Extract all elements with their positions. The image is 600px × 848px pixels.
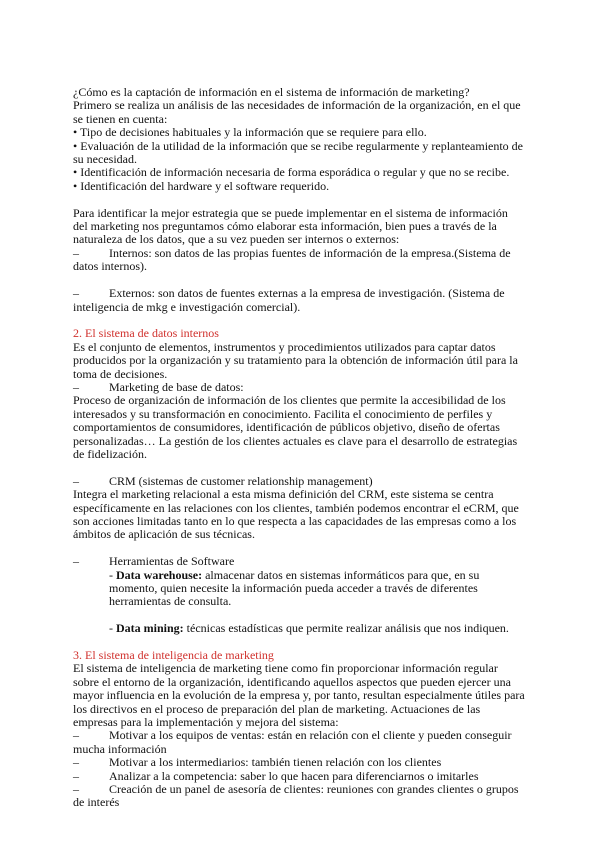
marketing-label: Marketing de base de datos: — [109, 379, 244, 394]
internos-text: Internos: son datos de las propias fuentes de información de la empresa.(Sistema de datos internos). — [73, 245, 511, 274]
action-item: Analizar a la competencia: saber lo que hacen para diferenciarnos o imitarles — [109, 768, 479, 783]
dash-marker: – — [73, 554, 79, 569]
data-warehouse-desc: almacenar datos en sistemas informáticos para que, en su momento, quien necesite la información pueda acceder a través de diferentes herramientas de consulta. — [109, 567, 480, 609]
action-item: Creación de un panel de asesoría de clientes: reuniones con grandes clientes o grupos de interés — [73, 782, 519, 810]
tools-label: Herramientas de Software — [109, 554, 235, 569]
data-mining-desc: técnicas estadísticas que permite realizar análisis que nos indiquen. — [183, 621, 509, 636]
dash-marker: – — [73, 473, 79, 488]
intro-question: ¿Cómo es la captación de información en el sistema de información de marketing? — [73, 85, 470, 99]
dash-marker: – — [73, 768, 79, 783]
section3-body: El sistema de inteligencia de marketing tiene como fin proporcionar información regular sobre el entorno de la organización, identificando aquellos aspectos que pueden ejercer una mayor influencia en la evolución de la empresa y, por tanto, resultan especialmente útiles para los directivos en el proceso de preparación del plan de marketing. Actuaciones de las empresas para la implementación y mejora del sistema: — [73, 661, 525, 730]
bullet-item: • Evaluación de la utilidad de la información que se recibe regularmente y replanteamiento de su necesidad. — [73, 138, 524, 167]
bullet-item: • Tipo de decisiones habituales y la información que se requiere para ello. — [73, 125, 427, 140]
dash-marker: – — [73, 245, 79, 260]
bullet-item: • Identificación del hardware y el software requerido. — [73, 178, 330, 193]
data-warehouse-term: Data warehouse: — [116, 567, 203, 582]
list-item-marketing — [73, 381, 525, 394]
strategy-paragraph: Para identificar la mejor estrategia que se puede implementar en el sistema de información del marketing nos preguntamos cómo elaborar esta información, bien pues a través de la naturaleza de los datos, que a su vez pueden ser internos o externos: — [73, 205, 508, 247]
dash-marker: – — [73, 782, 79, 797]
section-heading: 2. El sistema de datos internos — [73, 326, 219, 341]
dash-marker: – — [73, 379, 79, 394]
dash-marker: – — [73, 755, 79, 770]
document-body — [73, 86, 525, 810]
dash-marker: – — [73, 728, 79, 743]
intro-lead: Primero se realiza un análisis de las necesidades de información de la organización, en el que se tienen en cuenta: — [73, 98, 521, 126]
list-item-crm — [73, 475, 525, 488]
crm-label: CRM (sistemas de customer relationship management) — [109, 473, 373, 488]
data-mining-item: - Data mining: técnicas estadísticas que permite realizar análisis que nos indiquen. — [109, 621, 509, 636]
list-item — [73, 756, 525, 769]
section-heading: 3. El sistema de inteligencia de marketing — [73, 647, 274, 662]
marketing-body: Proceso de organización de información de los clientes que permite la accesibilidad de los interesados y su transformación en conocimiento. Facilita el conocimiento de perfiles y comportamientos de consumidores, identificación de públicos objetivo, diseño de ofertas personalizadas… La gestión de los clientes actuales es clave para el desarrollo de estrategias de fidelización. — [73, 393, 518, 461]
data-mining-term: Data mining: — [116, 621, 184, 636]
bullet-item: • Identificación de información necesaria de forma esporádica o regular y que no se recibe. — [73, 165, 510, 180]
list-item-tools — [73, 555, 525, 568]
externos-text: Externos: son datos de fuentes externas a la empresa de investigación. (Sistema de inteligencia de mkg e investigación comercial). — [73, 286, 505, 314]
section2-body: Es el conjunto de elementos, instrumentos y procedimientos utilizados para captar datos producidos por la organización y su tratamiento para la obtención de información útil para la toma de decisiones. — [73, 339, 518, 381]
data-warehouse-item: - Data warehouse: almacenar datos en sistemas informáticos para que, en su momento, quien necesite la información pueda acceder a través de diferentes herramientas de consulta. — [109, 567, 480, 609]
tools-sublist — [73, 569, 525, 636]
action-item: Motivar a los equipos de ventas: están en relación con el cliente y pueden conseguir mucha información — [73, 728, 512, 756]
actions-list — [73, 729, 525, 809]
dash-marker: – — [73, 286, 79, 301]
list-item — [73, 770, 525, 783]
action-item: Motivar a los intermediarios: también tienen relación con los clientes — [109, 755, 442, 770]
crm-body: Integra el marketing relacional a esta misma definición del CRM, este sistema se centra específicamente en las relaciones con los clientes, también podemos encontrar el eCRM, que son acciones limitadas tanto en lo que respecta a las capacidades de las empresas como a los ámbitos de aplicación de sus técnicas. — [73, 487, 519, 542]
